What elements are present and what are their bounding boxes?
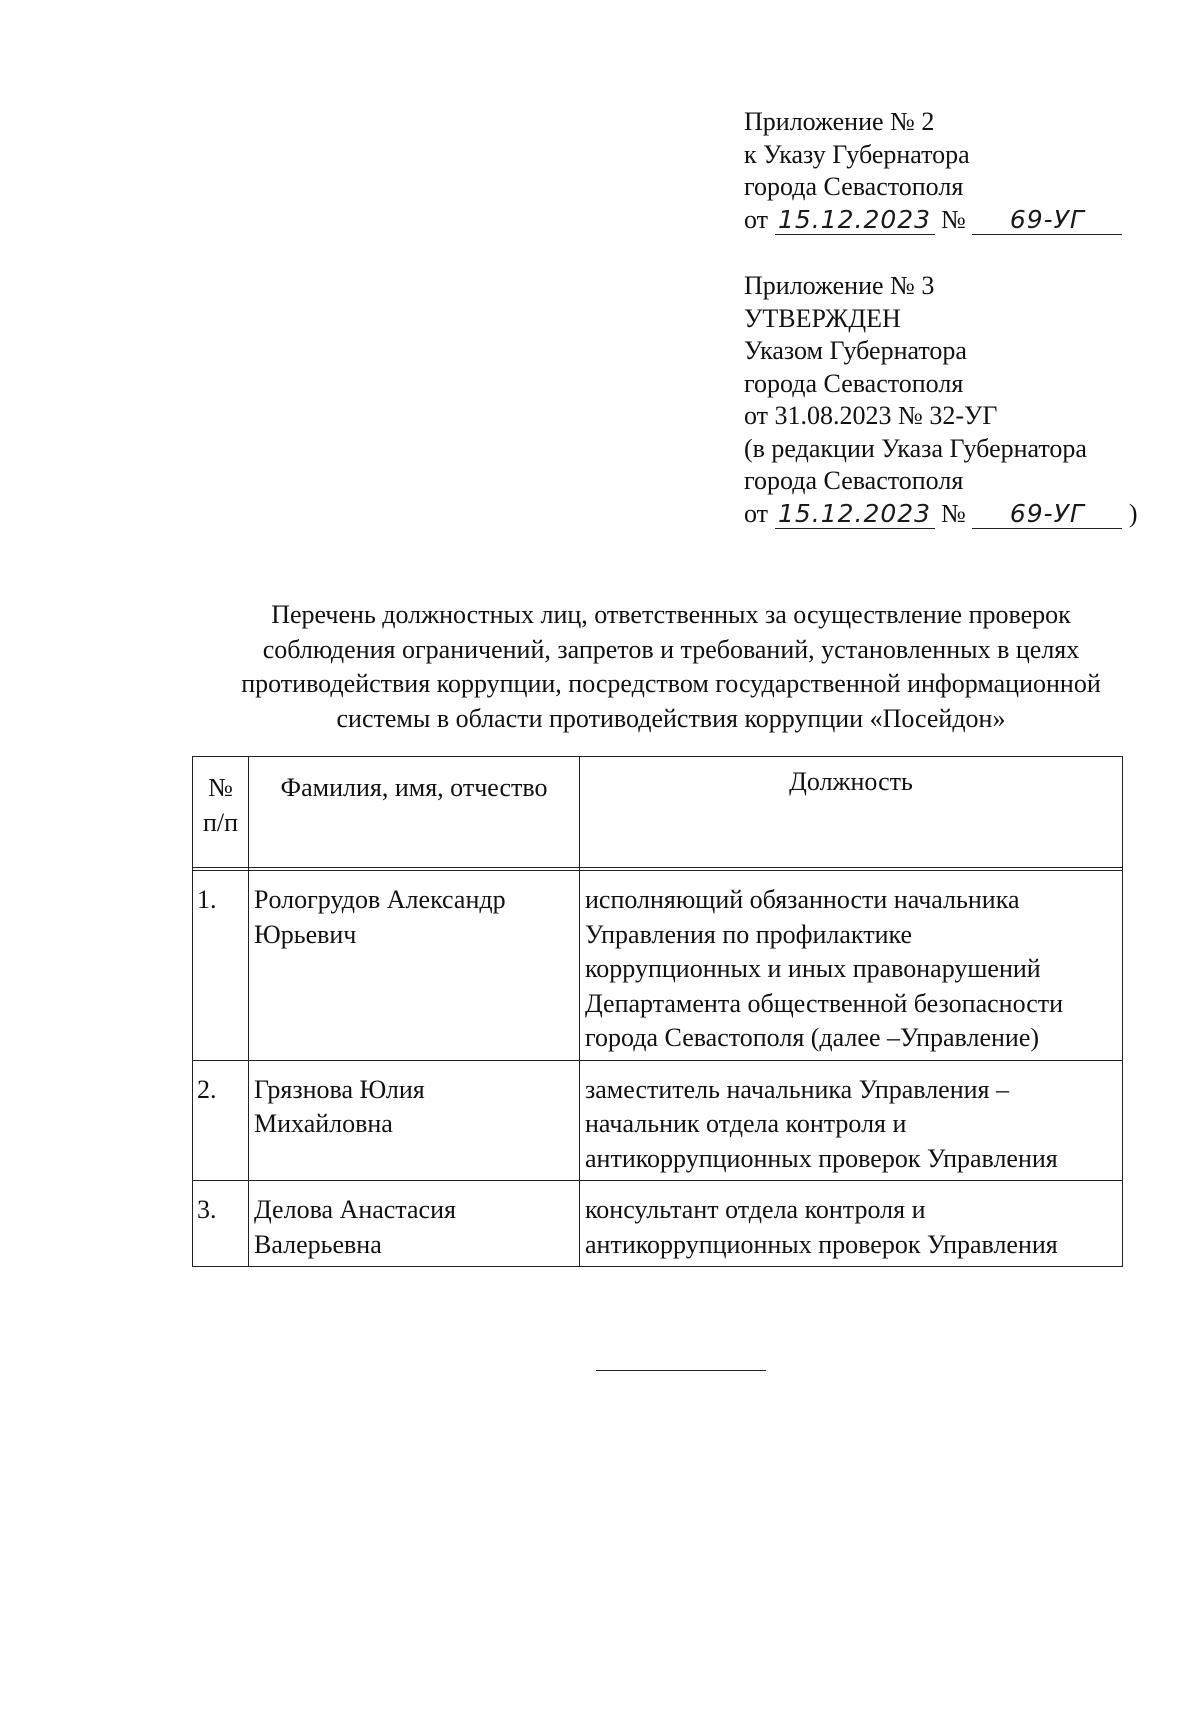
table-row: [193, 871, 1123, 1061]
handwritten-number: 69-УГ: [972, 500, 1122, 529]
revision-note: (в редакции Указа Губернатора: [744, 433, 1087, 463]
row-position: заместитель начальника Управления – начальник отдела контроля и антикоррупционных проверок Управления: [580, 1060, 1123, 1181]
approved-label: УТВЕРЖДЕН: [744, 303, 901, 333]
appendix-2-decree-ref: к Указу Губернатора: [744, 139, 970, 169]
handwritten-date: 15.12.2023: [775, 500, 935, 529]
table-header-row: [193, 757, 1123, 868]
appendix-3-date-line: [744, 498, 1138, 531]
title-line: Перечень должностных лиц, ответственных за осуществление проверок: [271, 600, 1071, 629]
appendix-3-decree-ref: Указом Губернатора: [744, 336, 967, 365]
header-full-name: Фамилия, имя, отчество: [249, 757, 580, 868]
table-row: [193, 1060, 1123, 1181]
row-full-name: Pологрудов Александр Юрьевич: [249, 871, 580, 1061]
header-position: Должность: [580, 757, 1123, 868]
appendix-3-title: Приложение № 3: [744, 271, 935, 300]
appendix-2-title: Приложение № 2: [744, 107, 935, 136]
row-number: 3.: [193, 1181, 249, 1267]
appendix-2-date-line: [744, 204, 1122, 237]
appendix-2-city: города Севастополя: [744, 172, 964, 201]
title-line: системы в области противодействия коррупции «Посейдон»: [336, 703, 1006, 733]
appendix-2-block: [744, 106, 1122, 236]
number-sign: №: [941, 204, 966, 234]
row-number: 1.: [193, 871, 249, 1061]
document-title: [178, 598, 1164, 736]
row-full-name: Грязнова Юлия Михайловна: [249, 1060, 580, 1181]
handwritten-date: 15.12.2023: [775, 206, 935, 235]
revision-city: города Севастополя: [744, 466, 964, 495]
title-line: противодействия коррупции, посредством государственной информационной: [241, 669, 1101, 698]
original-decree-date: от 31.08.2023 № 32-УГ: [744, 401, 998, 430]
closing-paren: ): [1128, 498, 1138, 528]
table-row: [193, 1181, 1123, 1267]
ot-label: от: [744, 204, 769, 234]
row-full-name: Делова Анастасия Валерьевна: [249, 1181, 580, 1267]
row-number: 2.: [193, 1060, 249, 1181]
row-position: исполняющий обязанности начальника Управления по профилактике коррупционных и иных правонарушений Департамента общественной безопасности города Севастополя (далее –Управление): [580, 871, 1123, 1061]
handwritten-number: 69-УГ: [972, 206, 1122, 235]
appendix-3-block: [744, 270, 1138, 530]
row-position: консультант отдела контроля и антикоррупционных проверок Управления: [580, 1181, 1123, 1267]
officials-table: [192, 756, 1123, 1267]
end-divider: [596, 1370, 766, 1371]
header-number: № п/п: [193, 757, 249, 868]
ot-label: от: [744, 498, 769, 528]
appendix-3-city: города Севастополя: [744, 368, 964, 398]
number-sign: №: [941, 498, 966, 528]
title-line: соблюдения ограничений, запретов и требований, установленных в целях: [262, 634, 1080, 664]
